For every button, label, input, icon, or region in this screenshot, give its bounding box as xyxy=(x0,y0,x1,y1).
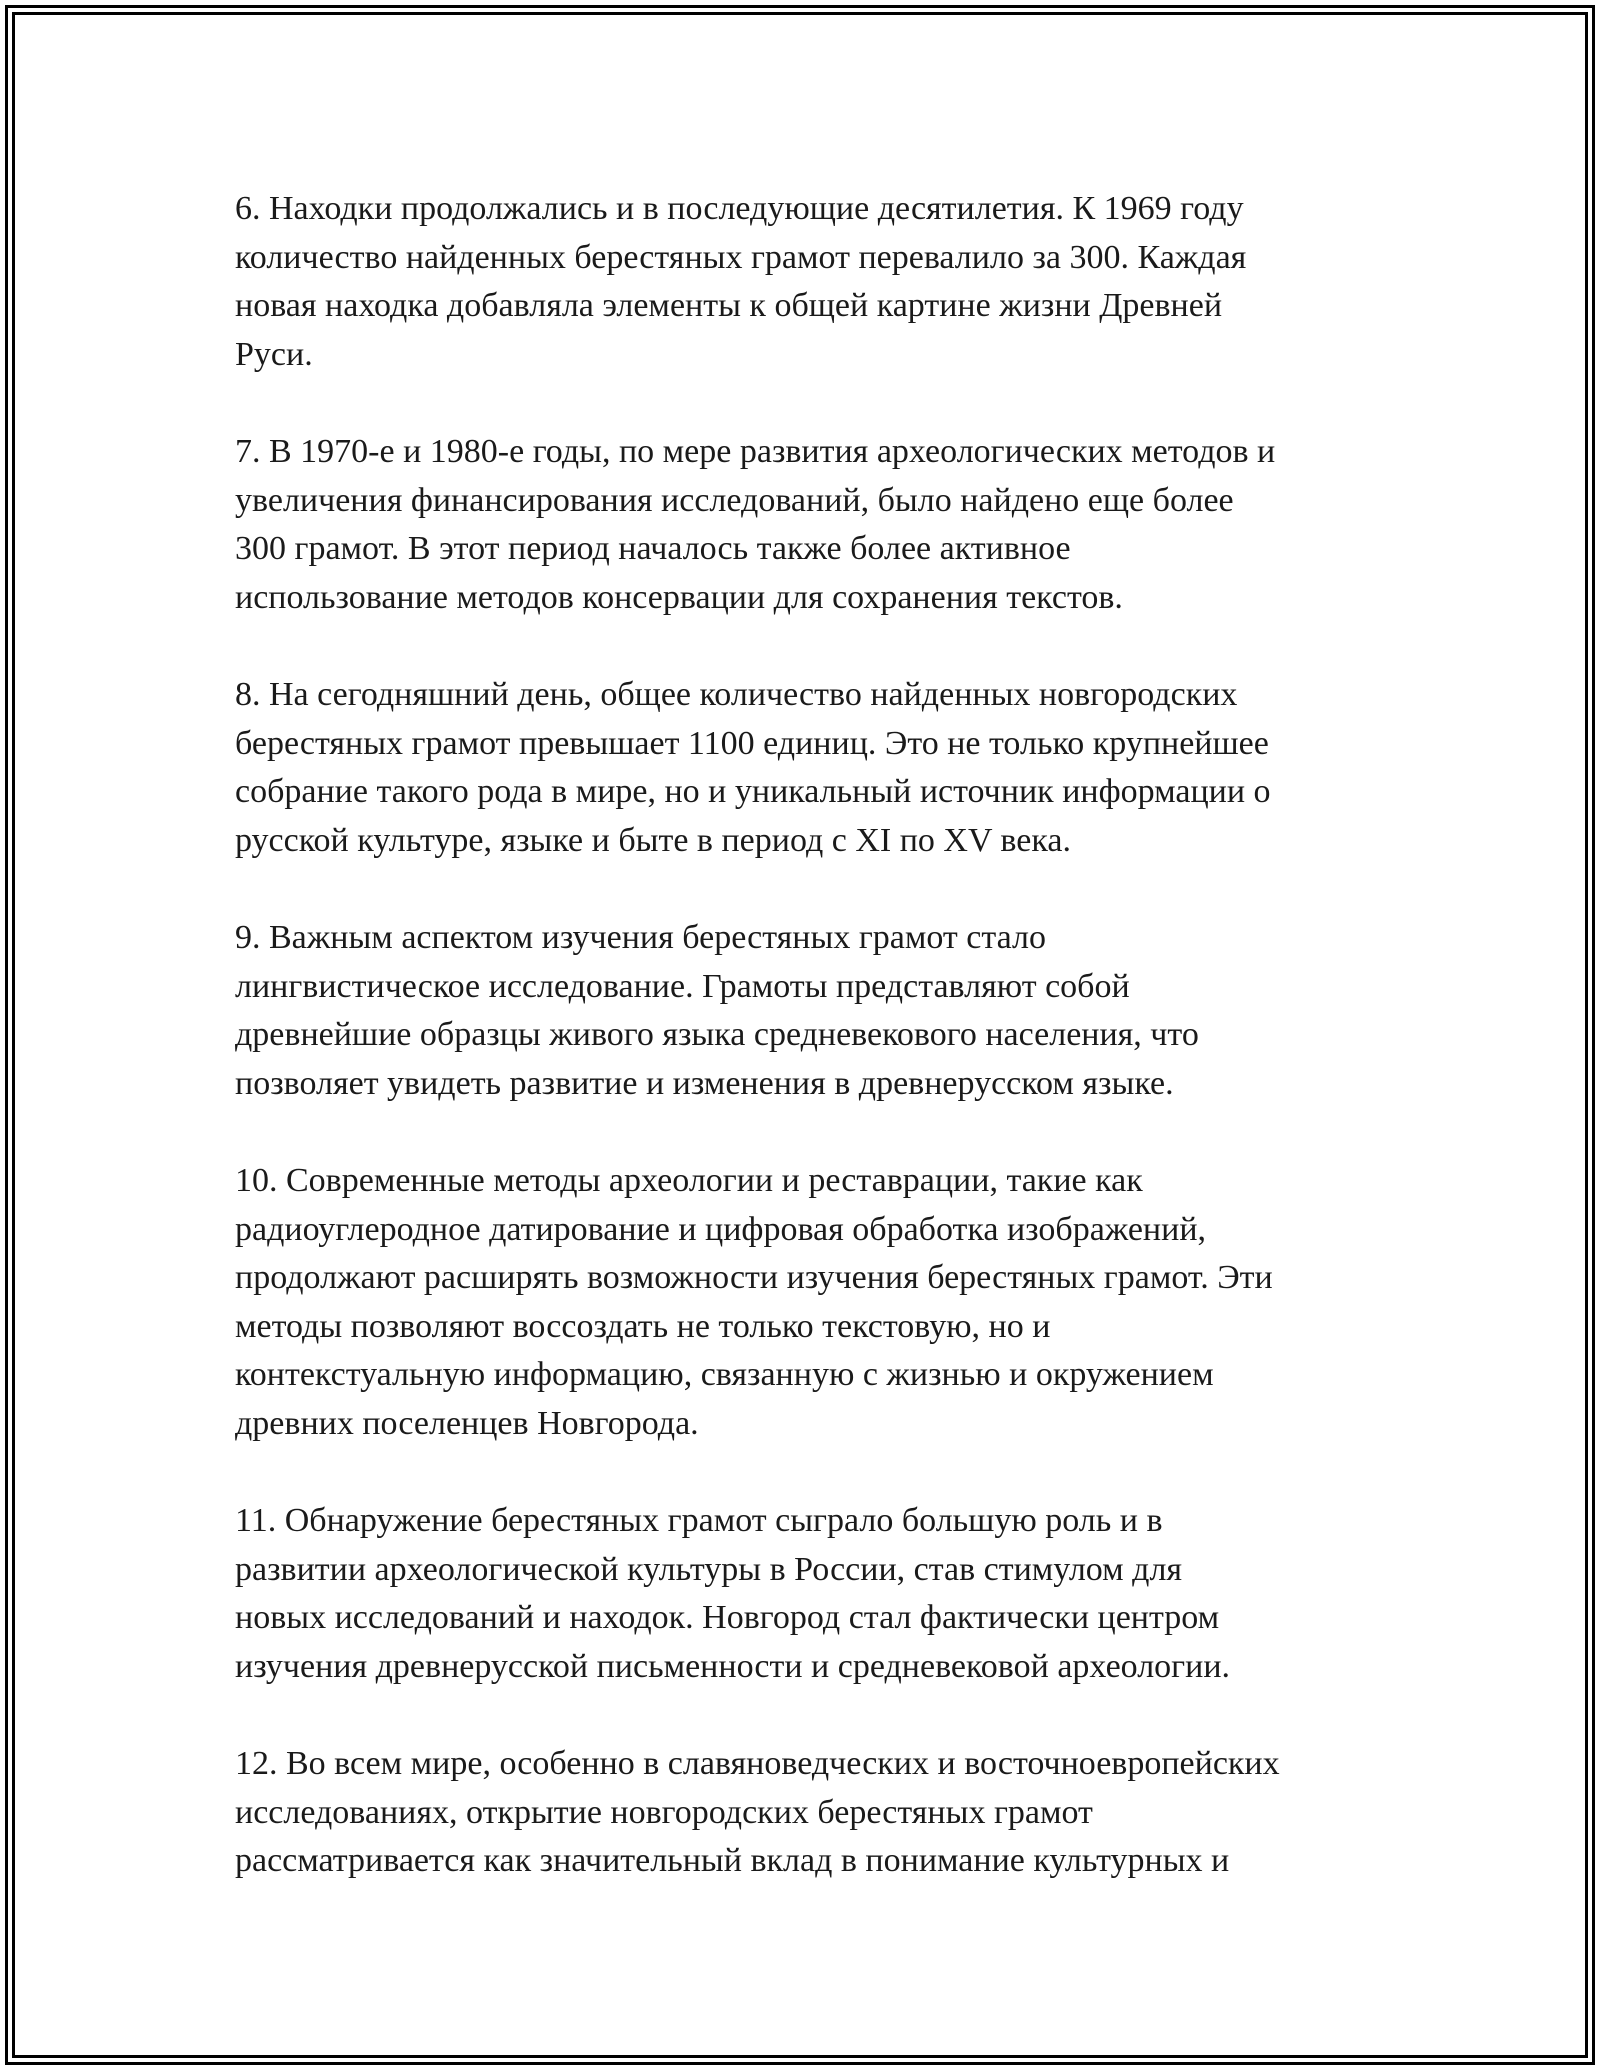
paragraph-10: 10. Современные методы археологии и реставрации, такие как радиоуглеродное датирование и цифровая обработка изображений, продолжают расширять возможности изучения берестяных грамот. Эти методы позволяют воссоздать не только текстовую, но и контекстуальную информацию, связанную с жизнью и окружением древних поселенцев Новгорода. xyxy=(235,1162,1273,1442)
paragraph-12: 12. Во всем мире, особенно в славяноведческих и восточноевропейских исследованиях, открытие новгородских берестяных грамот рассматривается как значительный вклад в понимание культурных и xyxy=(235,1745,1280,1879)
paragraph-7: 7. В 1970-е и 1980-е годы, по мере развития археологических методов и увеличения финансирования исследований, было найдено еще более 300 грамот. В этот период началось также более активное использование методов консервации для сохранения текстов. xyxy=(235,433,1276,616)
paragraph-8: 8. На сегодняшний день, общее количество найденных новгородских берестяных грамот превышает 1100 единиц. Это не только крупнейшее собрание такого рода в мире, но и уникальный источник информации о русской культуре, языке и быте в период с XI по XV века. xyxy=(235,676,1271,859)
paragraph-11: 11. Обнаружение берестяных грамот сыграло большую роль и в развитии археологической культуры в России, став стимулом для новых исследований и находок. Новгород стал фактически центром изучения древнерусской письменности и средневековой археологии. xyxy=(235,1502,1231,1685)
paragraph-9: 9. Важным аспектом изучения берестяных грамот стало лингвистическое исследование. Грамоты представляют собой древнейшие образцы живого языка средневекового населения, что позволяет увидеть развитие и изменения в древнерусском языке. xyxy=(235,919,1199,1102)
document-body xyxy=(235,185,1370,1935)
paragraph-6: 6. Находки продолжались и в последующие десятилетия. К 1969 году количество найденных берестяных грамот перевалило за 300. Каждая новая находка добавляла элементы к общей картине жизни Древней Руси. xyxy=(235,190,1247,373)
